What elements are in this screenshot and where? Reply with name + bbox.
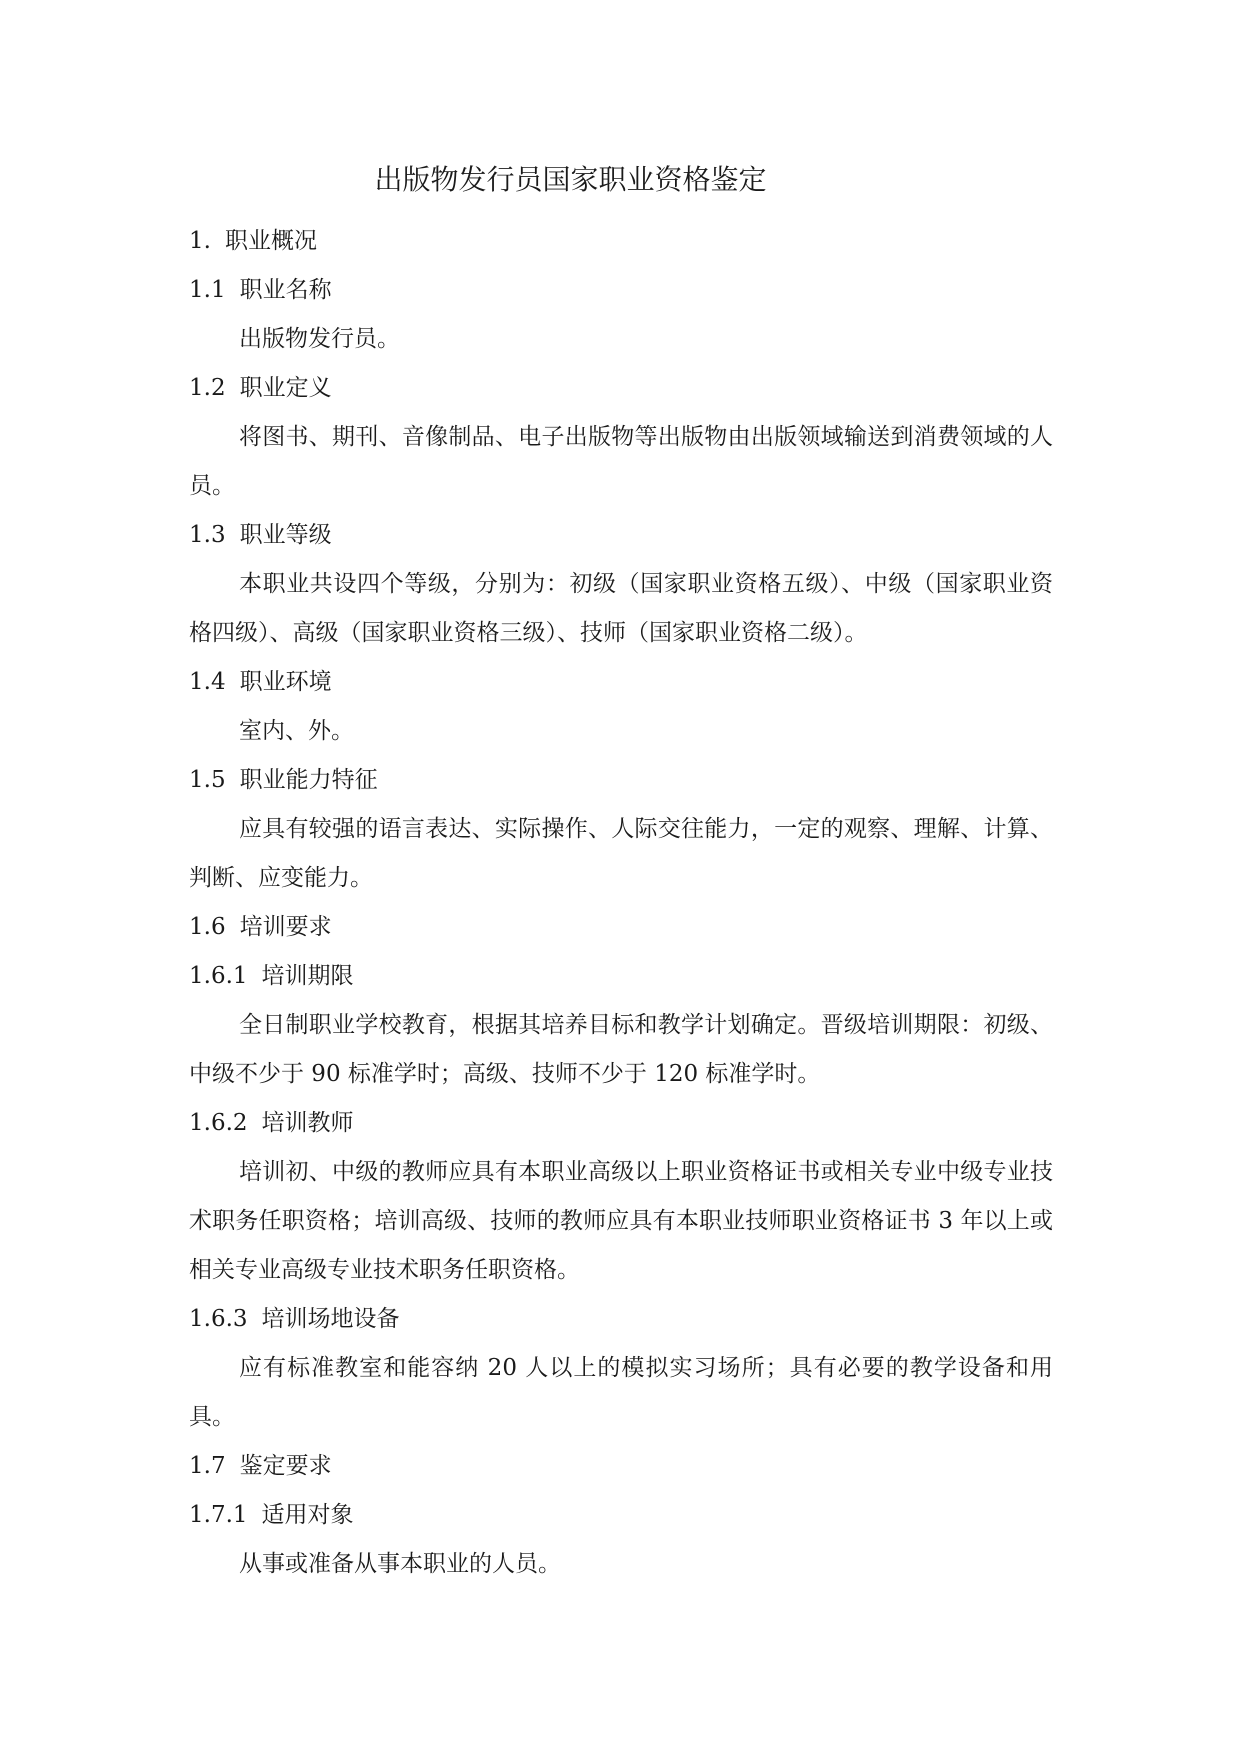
section-1-5-paragraph: 应具有较强的语言表达、实际操作、人际交往能力，一定的观察、理解、计算、判断、应变能力。 xyxy=(189,816,1053,891)
section-1-6-1-heading xyxy=(189,952,1053,1001)
section-1-heading xyxy=(189,217,1053,266)
section-1-6-2-paragraph: 培训初、中级的教师应具有本职业高级以上职业资格证书或相关专业中级专业技术职务任职资格；培训高级、技师的教师应具有本职业技师职业资格证书 3 年以上或相关专业高级专业技术职务任职资格。 xyxy=(189,1159,1053,1283)
section-1-7-1-paragraph: 从事或准备从事本职业的人员。 xyxy=(239,1551,561,1577)
section-title: 职业能力特征 xyxy=(239,767,378,793)
section-1-2-paragraph: 将图书、期刊、音像制品、电子出版物等出版物由出版领域输送到消费领域的人员。 xyxy=(189,424,1053,499)
section-title: 职业环境 xyxy=(239,669,332,695)
section-1-7-1-heading xyxy=(189,1491,1053,1540)
section-number: 1.2 xyxy=(189,375,226,401)
section-1-6-3-heading xyxy=(189,1295,1053,1344)
section-number: 1.3 xyxy=(189,522,226,548)
section-title: 鉴定要求 xyxy=(239,1453,332,1479)
section-1-2-heading xyxy=(189,364,1053,413)
section-1-6-heading xyxy=(189,903,1053,952)
document-body xyxy=(189,217,1053,1589)
section-1-1-heading xyxy=(189,266,1053,315)
section-1-6-3-paragraph: 应有标准教室和能容纳 20 人以上的模拟实习场所；具有必要的教学设备和用具。 xyxy=(189,1355,1053,1430)
section-number: 1.7.1 xyxy=(189,1502,248,1528)
section-title: 培训期限 xyxy=(261,963,354,989)
section-number: 1.5 xyxy=(189,767,226,793)
section-title: 职业名称 xyxy=(239,277,332,303)
section-number: 1.6.2 xyxy=(189,1110,248,1136)
section-1-7-heading xyxy=(189,1442,1053,1491)
section-number: 1.6.3 xyxy=(189,1306,248,1332)
section-number: 1.4 xyxy=(189,669,226,695)
section-1-3-heading xyxy=(189,511,1053,560)
section-number: 1.1 xyxy=(189,277,226,303)
section-title: 培训要求 xyxy=(239,914,332,940)
section-1-6-2-heading xyxy=(189,1099,1053,1148)
section-title: 职业等级 xyxy=(239,522,332,548)
section-title: 职业定义 xyxy=(239,375,332,401)
section-1-3-paragraph: 本职业共设四个等级，分别为：初级（国家职业资格五级）、中级（国家职业资格四级）、高级（国家职业资格三级）、技师（国家职业资格二级）。 xyxy=(189,571,1053,646)
section-1-4-paragraph: 室内、外。 xyxy=(239,718,354,744)
section-1-6-1-paragraph: 全日制职业学校教育，根据其培养目标和教学计划确定。晋级培训期限：初级、中级不少于 90 标准学时；高级、技师不少于 120 标准学时。 xyxy=(189,1012,1053,1087)
section-title: 适用对象 xyxy=(261,1502,354,1528)
section-number: 1.6.1 xyxy=(189,963,248,989)
section-number: 1.6 xyxy=(189,914,226,940)
document-title: 出版物发行员国家职业资格鉴定 xyxy=(374,163,767,196)
section-title: 培训教师 xyxy=(261,1110,354,1136)
section-1-4-heading xyxy=(189,658,1053,707)
section-1-5-heading xyxy=(189,756,1053,805)
section-number: 1.7 xyxy=(189,1453,226,1479)
section-title: 培训场地设备 xyxy=(261,1306,400,1332)
section-title: 职业概况 xyxy=(224,228,317,254)
section-number: 1. xyxy=(189,228,211,254)
section-1-1-paragraph: 出版物发行员。 xyxy=(239,326,400,352)
